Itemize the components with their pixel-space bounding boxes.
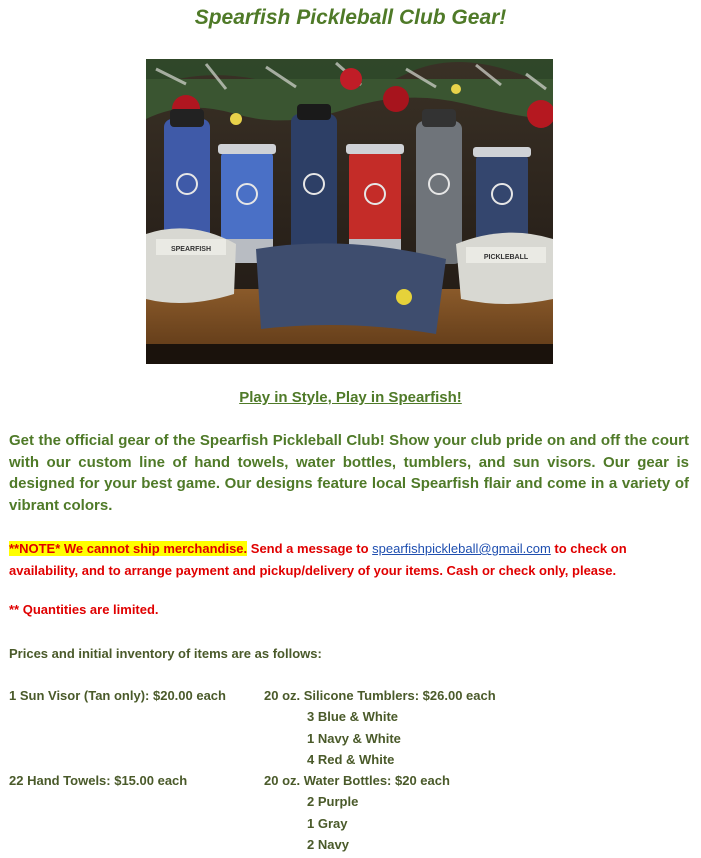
tagline: Play in Style, Play in Spearfish!	[239, 389, 462, 406]
tumbler-color-item: 1 Navy & White	[307, 731, 401, 746]
note-highlight: **NOTE* We cannot ship merchandise.	[9, 541, 248, 556]
intro-paragraph: Get the official gear of the Spearfish Pickleball Club! Show your club pride on and off the court with our custom line of hand towels, water bottles, tumblers, and sun visors. Our gear is designed for your best game. Our designs feature local Spearfish flair and come in a variety of vibrant colors.	[9, 432, 689, 514]
towels-price: 22 Hand Towels: $15.00 each	[9, 773, 188, 788]
visor-price: 1 Sun Visor (Tan only): $20.00 each	[9, 688, 226, 703]
tumbler-color-item: 3 Blue & White	[307, 709, 399, 724]
cap-text-right: PICKLEBALL	[483, 254, 529, 261]
prices-intro: Prices and initial inventory of items are as follows:	[9, 646, 322, 661]
cap-text-left: SPEARFISH	[170, 246, 212, 253]
tumbler-color-item: 4 Red & White	[307, 752, 395, 767]
shipping-note	[9, 538, 693, 581]
bottle-color-item: 1 Gray	[307, 816, 348, 831]
note-before-link: Send a message to	[247, 541, 373, 556]
gear-photo-illustration	[146, 59, 553, 364]
note-after-link: to check on availability, and to arrange payment and pickup/delivery of your items. Cash or check only, please.	[9, 541, 627, 578]
page-title: Spearfish Pickleball Club Gear!	[194, 6, 507, 29]
tumblers-price: 20 oz. Silicone Tumblers: $26.00 each	[264, 688, 496, 703]
quantities-limited: ** Quantities are limited.	[9, 602, 159, 617]
bottle-color-item: 2 Navy	[307, 837, 349, 852]
gear-photo	[146, 59, 553, 364]
bottles-price: 20 oz. Water Bottles: $20 each	[264, 773, 450, 788]
email-link[interactable]: spearfishpickleball@gmail.com	[372, 541, 551, 556]
bottle-color-item: 2 Purple	[307, 794, 359, 809]
